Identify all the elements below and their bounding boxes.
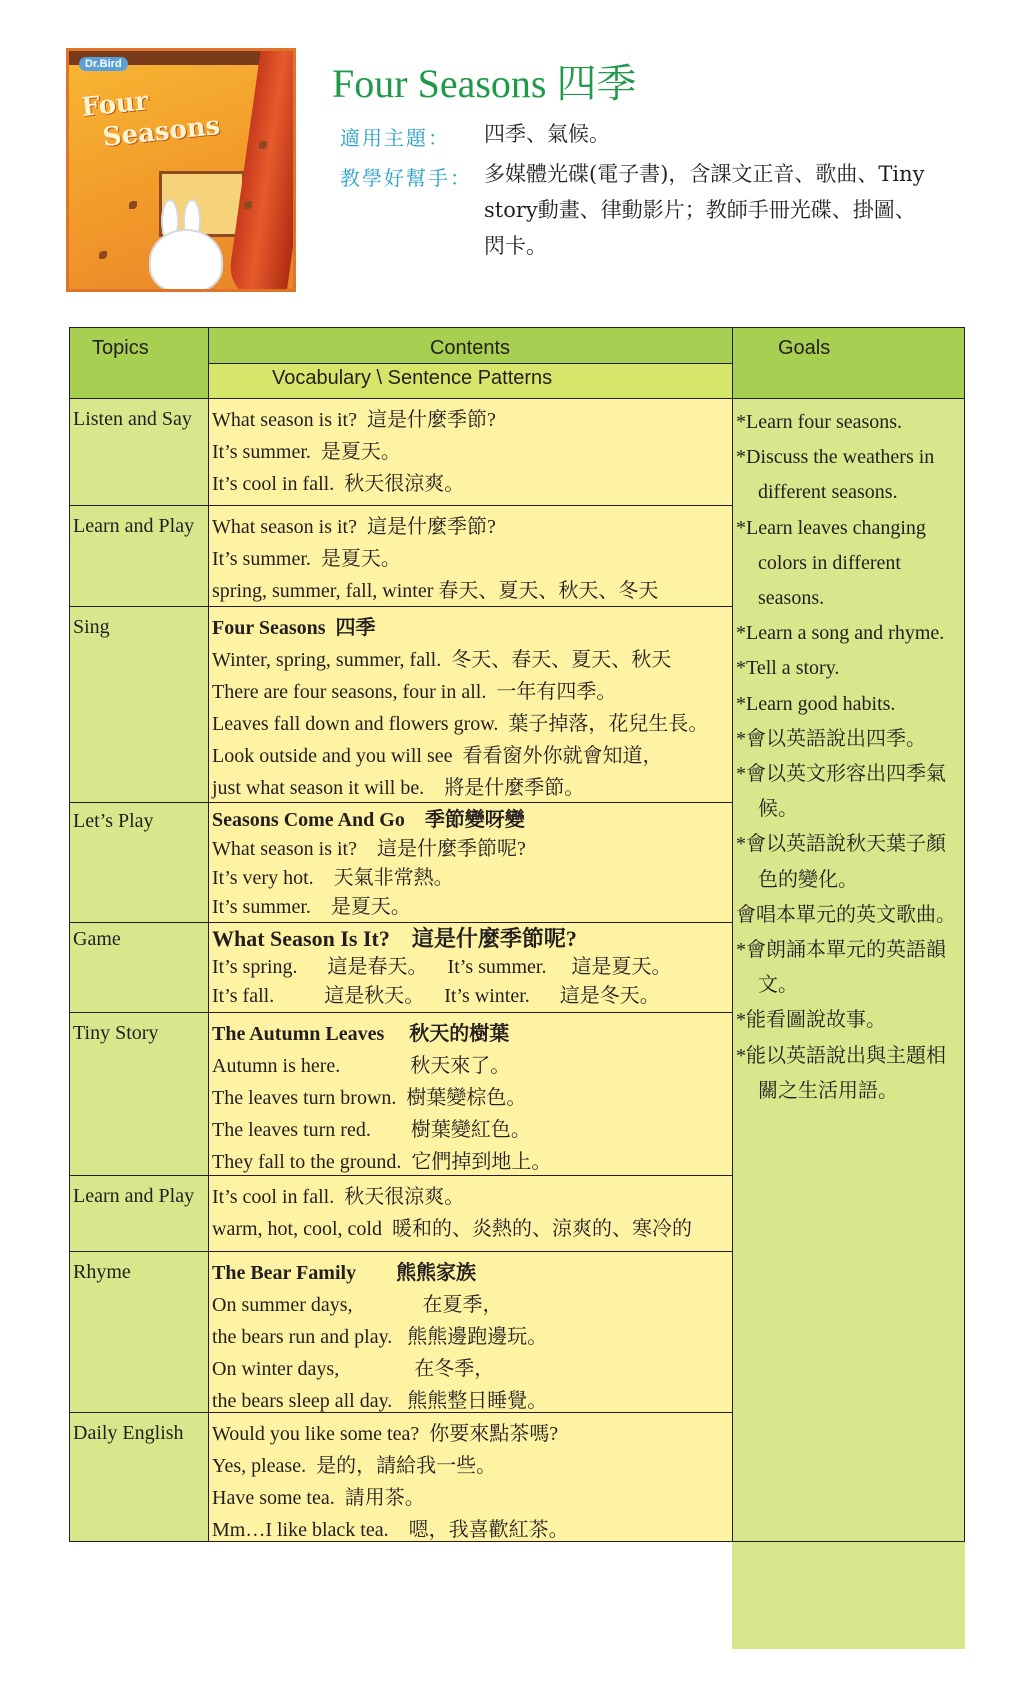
content-cell	[208, 1251, 732, 1412]
goal-item: *Learn leaves changing	[736, 516, 926, 539]
table-row	[69, 505, 732, 606]
goal-item: 關之生活用語。	[758, 1079, 898, 1102]
goal-item: *能看圖說故事。	[736, 1009, 886, 1032]
goal-item: different seasons.	[758, 481, 898, 504]
content-line: Have some tea. 請用茶。	[212, 1487, 425, 1509]
topic-cell: Sing	[69, 606, 208, 802]
content-line: Look outside and you will see 看看窗外你就會知道，	[212, 745, 663, 767]
goal-item: *會以英語說秋天葉子顏	[736, 833, 946, 856]
content-line: The Bear Family 熊熊家族	[212, 1262, 477, 1284]
curriculum-table	[69, 327, 965, 1649]
content-line: What season is it? 這是什麼季節?	[212, 516, 496, 538]
goal-item: *Learn a song and rhyme.	[736, 622, 945, 645]
table-row	[69, 606, 732, 802]
content-line: Winter, spring, summer, fall. 冬天、春天、夏天、秋天	[212, 649, 672, 671]
content-line: Would you like some tea? 你要來點茶嗎?	[212, 1423, 559, 1445]
header-topics: Topics	[69, 327, 208, 398]
content-line: Seasons Come And Go 季節變呀變	[212, 809, 525, 831]
table-row	[69, 1251, 732, 1412]
grid-line	[69, 606, 732, 607]
topic-cell: Learn and Play	[69, 1175, 208, 1251]
content-line: warm, hot, cool, cold 暖和的、炎熱的、涼爽的、寒冷的	[212, 1218, 692, 1240]
content-line: the bears sleep all day. 熊熊整日睡覺。	[212, 1390, 548, 1412]
content-line: What season is it? 這是什麼季節呢?	[212, 838, 526, 860]
goal-item: 會唱本單元的英文歌曲。	[736, 903, 956, 926]
table-row	[69, 1012, 732, 1175]
table-row	[69, 802, 732, 922]
content-line: Leaves fall down and flowers grow. 葉子掉落，花兒生長。	[212, 713, 709, 735]
goal-item: *Learn four seasons.	[736, 411, 903, 433]
book-cover-image	[66, 48, 296, 292]
header-goals: Goals	[732, 327, 965, 398]
goal-item: *Discuss the weathers in	[736, 446, 935, 469]
content-line: the bears run and play. 熊熊邊跑邊玩。	[212, 1326, 548, 1348]
leaf-illustration	[99, 251, 107, 259]
cover-title: Four Seasons	[80, 86, 222, 154]
goal-item: 色的變化。	[758, 868, 858, 891]
goals-list	[733, 405, 965, 1109]
content-line: spring, summer, fall, winter 春天、夏天、秋天、冬天	[212, 580, 659, 602]
table-row	[69, 922, 732, 1012]
content-line: It’s cool in fall. 秋天很涼爽。	[212, 1186, 465, 1208]
topic-cell: Daily English	[69, 1412, 208, 1541]
content-line: It’s cool in fall. 秋天很涼爽。	[212, 473, 465, 495]
grid-line	[69, 1412, 732, 1413]
grid-line	[208, 327, 209, 1542]
cover-logo: Dr.Bird	[79, 57, 128, 71]
table-row	[69, 1412, 732, 1541]
content-line: On summer days, 在夏季，	[212, 1294, 503, 1316]
leaf-illustration	[244, 201, 252, 209]
topic-cell: Game	[69, 922, 208, 1012]
content-line: The leaves turn red. 樹葉變紅色。	[212, 1119, 531, 1141]
teaching-aids-label: 教學好幫手：	[340, 166, 472, 190]
goal-item: *Tell a story.	[736, 657, 840, 680]
theme-label: 適用主題：	[340, 126, 450, 150]
topic-cell: Let’s Play	[69, 802, 208, 922]
grid-line	[964, 327, 965, 1542]
content-line: The Autumn Leaves 秋天的樹葉	[212, 1023, 510, 1045]
content-line: Four Seasons 四季	[212, 617, 376, 639]
grid-line	[69, 1251, 732, 1252]
table-row	[69, 1175, 732, 1251]
content-line: It’s summer. 是夏天。	[212, 896, 411, 918]
content-line: Yes, please. 是的，請給我一些。	[212, 1455, 497, 1477]
grid-line	[69, 802, 732, 803]
goal-item: 候。	[758, 798, 798, 821]
goal-item: 文。	[758, 974, 798, 997]
content-line: Autumn is here. 秋天來了。	[212, 1055, 511, 1077]
grid-line	[69, 398, 965, 399]
grid-line	[69, 1175, 732, 1176]
grid-line	[69, 327, 70, 1542]
content-line: It’s summer. 是夏天。	[212, 441, 401, 463]
table-row	[69, 398, 732, 505]
header-contents-sub: Vocabulary \ Sentence Patterns	[208, 363, 732, 398]
content-cell	[208, 398, 732, 505]
goal-item: colors in different	[758, 551, 901, 574]
grid-line	[69, 327, 965, 328]
grid-line	[69, 1012, 732, 1013]
content-cell	[208, 1175, 732, 1251]
content-line: It’s summer. 是夏天。	[212, 548, 401, 570]
leaf-illustration	[259, 141, 267, 149]
teaching-aids-value: 多媒體光碟(電子書)，含課文正音、歌曲、Tiny story動畫、律動影片；教師手冊光碟、掛圖、 閃卡。	[484, 162, 925, 258]
content-line: just what season it will be. 將是什麼季節。	[212, 777, 585, 799]
theme-value: 四季、氣候。	[484, 122, 610, 146]
content-line: It’s very hot. 天氣非常熱。	[212, 867, 454, 889]
content-cell	[208, 922, 732, 1012]
content-line: It’s spring. 這是春天。 It’s summer. 這是夏天。	[212, 956, 672, 978]
goal-item: *會以英文形容出四季氣	[736, 763, 946, 786]
topic-cell: Tiny Story	[69, 1012, 208, 1175]
bunny-illustration	[149, 229, 223, 292]
grid-line	[69, 505, 732, 506]
goal-item: *會朗誦本單元的英語韻	[736, 939, 946, 962]
content-cell	[208, 505, 732, 606]
content-cell	[208, 1412, 732, 1541]
grid-line	[208, 363, 732, 364]
content-cell	[208, 606, 732, 802]
content-line: On winter days, 在冬季，	[212, 1358, 495, 1380]
grid-line	[732, 327, 733, 1542]
content-cell	[208, 802, 732, 922]
header-contents: Contents	[208, 327, 732, 363]
topic-cell: Rhyme	[69, 1251, 208, 1412]
content-line: The leaves turn brown. 樹葉變棕色。	[212, 1087, 527, 1109]
leaf-illustration	[129, 201, 137, 209]
content-cell	[208, 1012, 732, 1175]
content-line: They fall to the ground. 它們掉到地上。	[212, 1151, 552, 1173]
grid-line	[69, 922, 732, 923]
goal-item: *會以英語說出四季。	[736, 727, 926, 750]
goal-item: *Learn good habits.	[736, 692, 896, 715]
content-line: Mm…I like black tea. 嗯，我喜歡紅茶。	[212, 1519, 569, 1541]
goal-item: seasons.	[758, 587, 825, 610]
grid-line	[69, 1541, 965, 1542]
content-line: There are four seasons, four in all. 一年有四季。	[212, 681, 617, 703]
topic-cell: Listen and Say	[69, 398, 208, 505]
content-line: What season is it? 這是什麼季節?	[212, 409, 496, 431]
content-line: What Season Is It? 這是什麼季節呢?	[212, 926, 577, 951]
content-line: It’s fall. 這是秋天。 It’s winter. 這是冬天。	[212, 985, 660, 1007]
goal-item: *能以英語說出與主題相	[736, 1044, 946, 1067]
page-title: Four Seasons 四季	[332, 61, 637, 106]
topic-cell: Learn and Play	[69, 505, 208, 606]
